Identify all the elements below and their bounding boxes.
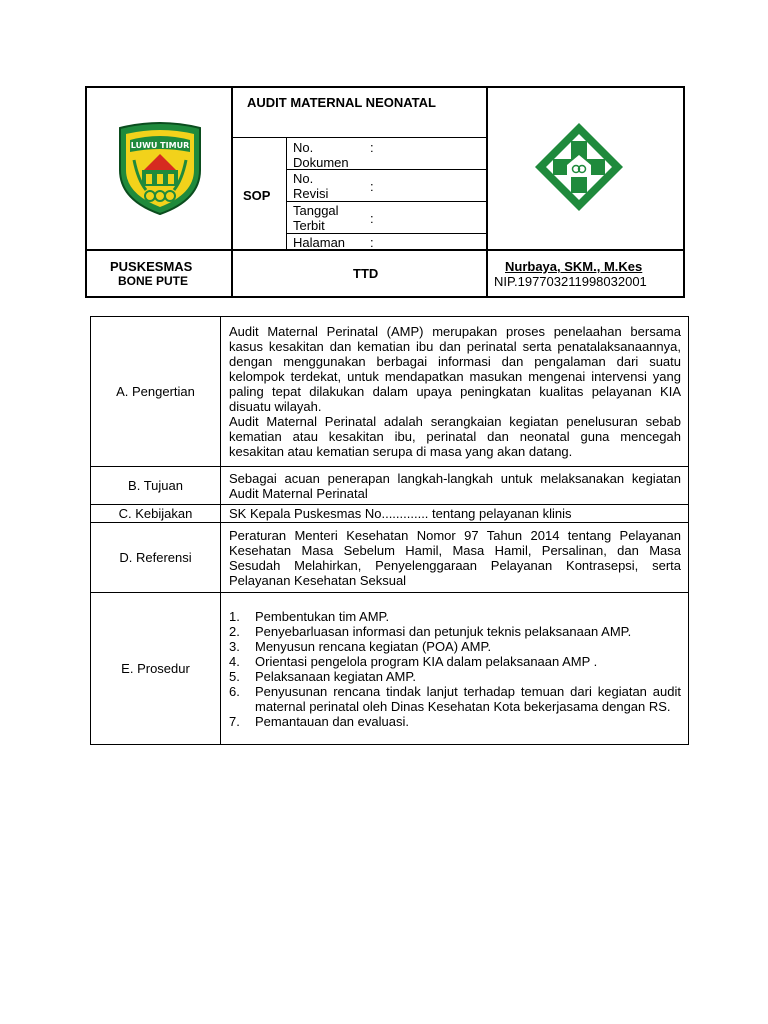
kebijakan-text: SK Kepala Puskesmas No............. tentang pelayanan klinis <box>221 505 689 523</box>
logo-lettering: LUWU TIMUR <box>130 141 190 150</box>
field-tanggal-terbit-line2: Terbit <box>293 218 325 233</box>
row-kebijakan <box>91 505 689 523</box>
prosedur-step <box>229 714 681 729</box>
pengertian-text <box>221 317 689 467</box>
field-halaman-sep: : <box>370 235 374 250</box>
field-no-revisi-sep: : <box>370 179 374 194</box>
step-text: Penyusunan rencana tindak lanjut terhadap temuan dari kegiatan audit maternal perinatal oleh Dinas Kesehatan Kota bekerjasama dengan RS. <box>255 683 681 714</box>
field-halaman: Halaman <box>293 235 346 250</box>
step-number: 2. <box>229 623 240 639</box>
prosedur-step <box>229 624 681 639</box>
prosedur-label: E. Prosedur <box>91 593 221 745</box>
sop-content-table <box>90 316 689 745</box>
pengertian-label: A. Pengertian <box>91 317 221 467</box>
row-prosedur <box>91 593 689 745</box>
field-no-revisi-line1: No. <box>293 171 314 186</box>
step-number: 7. <box>229 713 240 729</box>
pengertian-paragraph-2: Audit Maternal Perinatal adalah serangkaian kegiatan penelusuran sebab kematian atau kesakitan ibu, perinatal dan neonatal guna mencegah kesakitan atau kematian serupa di masa yang akan datang. <box>229 414 681 459</box>
signer-name: Nurbaya, SKM., M.Kes <box>505 259 643 274</box>
org-location: BONE PUTE <box>118 274 189 288</box>
tujuan-text: Sebagai acuan penerapan langkah-langkah untuk melaksanakan kegiatan Audit Maternal Perinatal <box>221 467 689 505</box>
field-no-dokumen-line2: Dokumen <box>293 155 349 170</box>
document-title: AUDIT MATERNAL NEONATAL <box>247 95 436 110</box>
prosedur-step <box>229 654 681 669</box>
step-number: 1. <box>229 608 240 624</box>
org-name: PUSKESMAS <box>110 259 193 274</box>
field-tanggal-terbit-sep: : <box>370 211 374 226</box>
kebijakan-label: C. Kebijakan <box>91 505 221 523</box>
referensi-text: Peraturan Menteri Kesehatan Nomor 97 Tahun 2014 tentang Pelayanan Kesehatan Masa Sebelum Hamil, Masa Hamil, Persalinan, dan Masa Sesudah Melahirkan, Penyelenggaraan Pelayanan Kontrasepsi, serta Pelayanan Kesehatan Seksual <box>221 523 689 593</box>
step-number: 4. <box>229 653 240 669</box>
field-tanggal-terbit-line1: Tanggal <box>293 203 339 218</box>
step-number: 3. <box>229 638 240 654</box>
prosedur-step <box>229 639 681 654</box>
field-no-dokumen-sep: : <box>370 140 374 155</box>
prosedur-step <box>229 669 681 684</box>
step-text: Pelaksanaan kegiatan AMP. <box>255 668 416 684</box>
step-text: Pemantauan dan evaluasi. <box>255 713 409 729</box>
step-text: Pembentukan tim AMP. <box>255 608 390 624</box>
puskesmas-logo <box>533 121 625 213</box>
step-text: Orientasi pengelola program KIA dalam pelaksanaan AMP . <box>255 653 598 669</box>
sop-header <box>0 0 768 310</box>
row-pengertian <box>91 317 689 467</box>
step-text: Penyebarluasan informasi dan petunjuk teknis pelaksanaan AMP. <box>255 623 632 639</box>
step-number: 6. <box>229 683 240 699</box>
sop-label: SOP <box>243 188 271 203</box>
ttd-label: TTD <box>353 266 379 281</box>
tujuan-label: B. Tujuan <box>91 467 221 505</box>
field-no-dokumen-line1: No. <box>293 140 314 155</box>
prosedur-step <box>229 684 681 714</box>
prosedur-steps <box>229 609 681 729</box>
prosedur-text <box>221 593 689 745</box>
signer-nip: NIP.197703211998032001 <box>494 274 647 289</box>
field-no-revisi-line2: Revisi <box>293 186 329 201</box>
step-number: 5. <box>229 668 240 684</box>
row-tujuan <box>91 467 689 505</box>
luwu-timur-logo <box>116 120 204 216</box>
referensi-label: D. Referensi <box>91 523 221 593</box>
row-referensi <box>91 523 689 593</box>
pengertian-paragraph-1: Audit Maternal Perinatal (AMP) merupakan proses penelaahan bersama kasus kesakitan dan kematian ibu dan perinatal serta penatalaksanaannya, dengan menggunakan berbagai informasi dan pengalaman dari suatu kelompok terdekat, untuk mendapatkan masukan mengenai intervensi yang paling tepat dilakukan dalam upaya peningkatan kualitas pelayanan KIA disuatu wilayah. <box>229 324 681 414</box>
step-text: Menyusun rencana kegiatan (POA) AMP. <box>255 638 492 654</box>
prosedur-step <box>229 609 681 624</box>
